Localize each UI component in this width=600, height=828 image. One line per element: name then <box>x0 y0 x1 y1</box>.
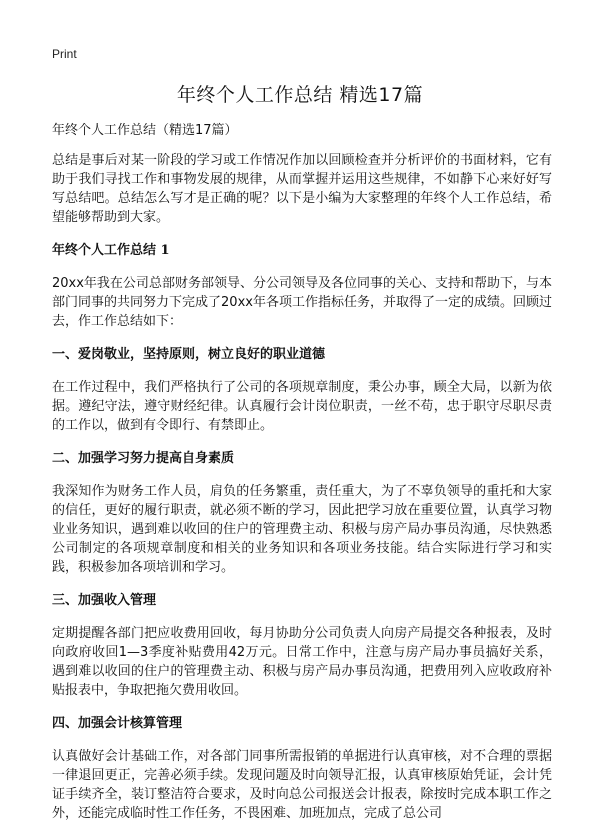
document-title: 年终个人工作总结 精选17篇 <box>176 84 424 106</box>
section-heading: 四、加强会计核算管理 <box>52 716 183 731</box>
intro-paragraph: 总结是事后对某一阶段的学习或工作情况作加以回顾检查并分析评价的书面材料，它有助于我们寻找工作和事物发展的规律，从而掌握并运用这些规律，不如静下心来好好写写总结吧。总结怎么写才是正确的呢？以下是小编为大家整理的年终个人工作总结，希望能够帮助到大家。 <box>52 153 552 225</box>
document-body <box>52 121 552 828</box>
section-heading: 年终个人工作总结 1 <box>52 243 170 258</box>
body-paragraph: 我深知作为财务工作人员，肩负的任务繁重，责任重大，为了不辜负领导的重托和大家的信任，更好的履行职责，就必须不断的学习，因此把学习放在重要位置，认真学习物业业务知识，遇到难以收回的住户的管理费主动、积极与房产局办事员沟通，尽快熟悉公司制定的各项规章制度和相关的业务知识和各项业务技能。结合实际进行学习和实践，积极参加各项培训和学习。 <box>52 484 552 575</box>
body-paragraph: 认真做好会计基础工作，对各部门同事所需报销的单据进行认真审核，对不合理的票据一律退回更正，完善必须手续。发现问题及时向领导汇报，认真审核原始凭证，会计凭证手续齐全，装订整洁符合要求，及时向总公司报送会计报表，除按时完成本职工作之外，还能完成临时性工作任务，不畏困难、加班加点，完成了总公司 <box>52 749 552 821</box>
print-label: Print <box>52 47 77 61</box>
section-heading: 一、爱岗敬业，坚持原则，树立良好的职业道德 <box>52 347 326 362</box>
body-paragraph: 20xx年我在公司总部财务部领导、分公司领导及各位同事的关心、支持和帮助下，与本部门同事的共同努力下完成了20xx年各项工作指标任务，并取得了一定的成绩。回顾过去，作工作总结如下： <box>52 276 552 329</box>
section-heading: 三、加强收入管理 <box>52 593 157 608</box>
document-subtitle: 年终个人工作总结（精选17篇） <box>52 123 238 138</box>
body-paragraph: 定期提醒各部门把应收费用回收，每月协助分公司负责人向房产局提交各种报表，及时向政府收回1—3季度补贴费用42万元。日常工作中，注意与房产局办事员搞好关系，遇到难以收回的住户的管理费主动、积极与房产局办事员沟通，把费用列入应收政府补贴报表中，争取把拖欠费用收回。 <box>52 626 552 698</box>
section-heading: 二、加强学习努力提高自身素质 <box>52 451 235 466</box>
body-paragraph: 在工作过程中，我们严格执行了公司的各项规章制度，秉公办事，顾全大局，以新为依据。遵纪守法，遵守财经纪律。认真履行会计岗位职责，一丝不苟，忠于职守尽职尽责的工作以，做到有令即行、有禁即止。 <box>52 380 552 433</box>
